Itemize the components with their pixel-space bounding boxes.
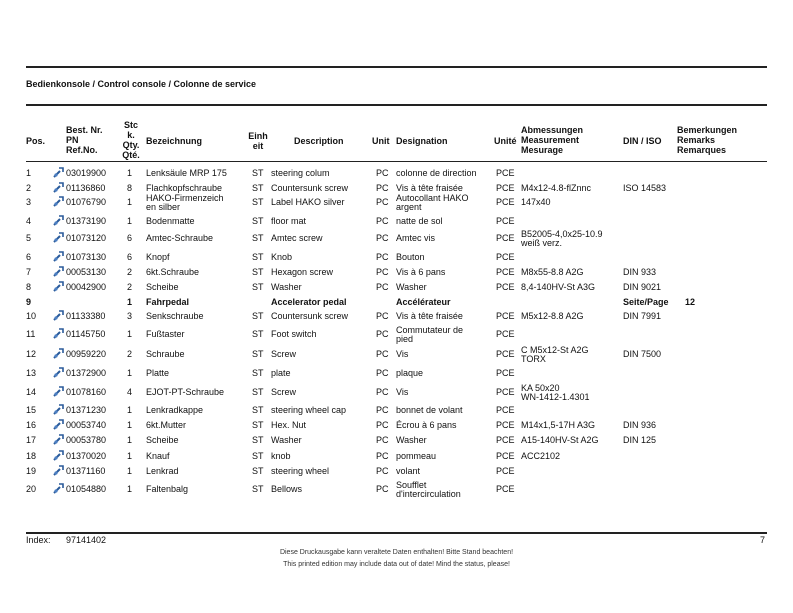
cell-unit_fr: PCE [496, 435, 515, 445]
cell-pn[interactable]: 01370020 [66, 451, 107, 461]
index-value: 97141402 [66, 535, 107, 545]
cell-unit: ST [252, 484, 264, 494]
header-pn: Best. Nr. PN Ref.No. [66, 125, 103, 155]
header-meas: Abmessungen Measurement Mesurage [521, 125, 584, 155]
cell-en: steering wheel [271, 466, 330, 476]
cell-din: DIN 936 [623, 420, 657, 430]
cell-unit_fr: PCE [496, 420, 515, 430]
cell-fr: Amtec vis [396, 233, 436, 243]
header-rule [26, 161, 767, 162]
part-link-icon[interactable] [53, 231, 65, 243]
cell-en: Label HAKO silver [271, 197, 345, 207]
cell-unit_fr: PCE [496, 329, 515, 339]
header-fr: Designation [396, 136, 448, 146]
cell-pos: 12 [26, 349, 37, 359]
cell-de: Knopf [146, 252, 170, 262]
header-qty: Stc k. Qty. Qté. [122, 120, 140, 160]
cell-en: Screw [271, 387, 297, 397]
cell-pn[interactable]: 01073120 [66, 233, 107, 243]
cell-qty: 1 [127, 216, 133, 226]
cell-pos: 7 [26, 267, 32, 277]
cell-en: Washer [271, 435, 302, 445]
cell-en: Screw [271, 349, 297, 359]
part-link-icon[interactable] [53, 347, 65, 359]
cell-unit_en: PC [376, 387, 389, 397]
index-label: Index: [26, 535, 51, 545]
cell-qty: 1 [127, 197, 133, 207]
cell-pos: 20 [26, 484, 37, 494]
bottom-rule [26, 532, 767, 534]
cell-en: Accelerator pedal [271, 297, 347, 307]
header-rem: Bemerkungen Remarks Remarques [677, 125, 738, 155]
cell-pn[interactable]: 01073130 [66, 252, 107, 262]
cell-unit_fr: PCE [496, 267, 515, 277]
cell-en: floor mat [271, 216, 307, 226]
cell-pos: 8 [26, 282, 32, 292]
cell-unit: ST [252, 405, 264, 415]
header-unit-fr: Unité [494, 136, 517, 146]
cell-qty: 1 [127, 368, 133, 378]
cell-unit_en: PC [376, 267, 389, 277]
cell-qty: 8 [127, 183, 133, 193]
cell-unit_en: PC [376, 420, 389, 430]
cell-de: Amtec-Schraube [146, 233, 214, 243]
cell-fr: Vis [396, 349, 409, 359]
cell-pos: 19 [26, 466, 37, 476]
header-unit-en: Unit [372, 136, 390, 146]
part-link-icon[interactable] [53, 265, 65, 277]
cell-de: Bodenmatte [146, 216, 195, 226]
cell-pos: 5 [26, 233, 32, 243]
cell-en: Bellows [271, 484, 303, 494]
part-link-icon[interactable] [53, 403, 65, 415]
cell-unit_en: PC [376, 168, 389, 178]
cell-en: Amtec screw [271, 233, 323, 243]
cell-de: 6kt.Schraube [146, 267, 200, 277]
cell-qty: 2 [127, 282, 133, 292]
cell-unit: ST [252, 233, 264, 243]
page-title: Bedienkonsole / Control console / Colonne de service [26, 79, 257, 89]
cell-de: Lenksäule MRP 175 [146, 168, 227, 178]
cell-unit_en: PC [376, 252, 389, 262]
cell-de: Senkschraube [146, 311, 204, 321]
cell-de: EJOT-PT-Schraube [146, 387, 225, 397]
cell-pos: 2 [26, 183, 32, 193]
cell-unit_fr: PCE [496, 387, 515, 397]
cell-qty: 3 [127, 311, 133, 321]
cell-unit_fr: PCE [496, 451, 515, 461]
cell-unit_en: PC [376, 405, 389, 415]
cell-fr: Accélérateur [396, 297, 451, 307]
cell-pn[interactable]: 01373190 [66, 216, 107, 226]
cell-meas: M4x12-4.8-flZnnc [521, 183, 592, 193]
part-link-icon[interactable] [53, 385, 65, 397]
cell-de: Schraube [146, 349, 185, 359]
cell-unit_fr: PCE [496, 216, 515, 226]
cell-meas: M5x12-8.8 A2G [521, 311, 584, 321]
cell-en: Hex. Nut [271, 420, 307, 430]
cell-pn[interactable]: 00959220 [66, 349, 107, 359]
part-link-icon[interactable] [53, 482, 65, 494]
cell-qty: 1 [127, 466, 133, 476]
cell-qty: 4 [127, 387, 133, 397]
cell-pos: 9 [26, 297, 32, 307]
cell-meas: M14x1,5-17H A3G [521, 420, 596, 430]
cell-de: Fahrpedal [146, 297, 190, 307]
cell-en: Countersunk screw [271, 311, 349, 321]
cell-fr: volant [396, 466, 421, 476]
cell-meas: 147x40 [521, 197, 551, 207]
cell-unit_en: PC [376, 451, 389, 461]
cell-qty: 1 [127, 435, 133, 445]
cell-unit_fr: PCE [496, 311, 515, 321]
cell-en: Washer [271, 282, 302, 292]
part-link-icon[interactable] [53, 280, 65, 292]
cell-fr: pommeau [396, 451, 437, 461]
cell-unit: ST [252, 451, 264, 461]
cell-pn[interactable]: 00053740 [66, 420, 107, 430]
cell-unit: ST [252, 252, 264, 262]
part-link-icon[interactable] [53, 464, 65, 476]
cell-unit: ST [252, 282, 264, 292]
cell-qty: 1 [127, 405, 133, 415]
cell-de: Faltenbalg [146, 484, 189, 494]
cell-qty: 1 [127, 297, 133, 307]
cell-pn[interactable]: 01371160 [66, 466, 106, 476]
cell-pos: 4 [26, 216, 32, 226]
cell-unit_fr: PCE [496, 282, 515, 292]
cell-fr: Soufflet d'intercirculation [396, 480, 461, 499]
cell-fr: Autocollant HAKO argent [396, 193, 469, 212]
cell-din: DIN 125 [623, 435, 657, 445]
cell-unit: ST [252, 435, 264, 445]
cell-unit_en: PC [376, 484, 389, 494]
cell-fr: Bouton [396, 252, 425, 262]
title-rule [26, 104, 767, 106]
cell-pos: 13 [26, 368, 37, 378]
cell-meas: M8x55-8.8 A2G [521, 267, 584, 277]
cell-unit: ST [252, 387, 264, 397]
cell-fr: natte de sol [396, 216, 443, 226]
cell-qty: 2 [127, 267, 133, 277]
cell-fr: Washer [396, 435, 427, 445]
cell-din: DIN 9021 [623, 282, 662, 292]
page-number: 7 [760, 535, 766, 545]
cell-fr: Washer [396, 282, 427, 292]
cell-pn[interactable]: 00053130 [66, 267, 107, 277]
cell-meas: C M5x12-St A2G TORX [521, 345, 589, 364]
cell-unit_en: PC [376, 233, 389, 243]
cell-pn[interactable]: 00042900 [66, 282, 107, 292]
cell-pos: 1 [26, 168, 32, 178]
cell-unit_en: PC [376, 329, 389, 339]
cell-en: Knob [271, 252, 293, 262]
part-link-icon[interactable] [53, 418, 65, 430]
part-link-icon[interactable] [53, 181, 65, 193]
cell-qty: 1 [127, 451, 133, 461]
cell-fr: Vis à tête fraisée [396, 183, 463, 193]
cell-unit_fr: PCE [496, 252, 515, 262]
cell-pn[interactable]: 00053780 [66, 435, 107, 445]
cell-pn[interactable]: 01136860 [66, 183, 106, 193]
cell-en: Hexagon screw [271, 267, 334, 277]
cell-pos: 18 [26, 451, 37, 461]
cell-pos: 3 [26, 197, 32, 207]
cell-unit_fr: PCE [496, 368, 515, 378]
cell-de: Flachkopfschraube [146, 183, 223, 193]
cell-din: Seite/Page [623, 297, 669, 307]
cell-din: DIN 933 [623, 267, 657, 277]
cell-qty: 2 [127, 349, 133, 359]
cell-unit_fr: PCE [496, 233, 515, 243]
cell-de: Scheibe [146, 435, 179, 445]
cell-en: Foot switch [271, 329, 317, 339]
cell-unit: ST [252, 183, 264, 193]
cell-unit_fr: PCE [496, 349, 515, 359]
header-unit: Einh eit [248, 131, 268, 151]
cell-pn[interactable]: 03019900 [66, 168, 107, 178]
cell-meas: B52005-4,0x25-10.9 weiß verz. [521, 229, 603, 248]
cell-en: steering colum [271, 168, 330, 178]
cell-pn[interactable]: 01133380 [66, 311, 106, 321]
cell-fr: plaque [396, 368, 424, 378]
cell-unit: ST [252, 197, 264, 207]
cell-pos: 16 [26, 420, 37, 430]
cell-unit: ST [252, 349, 264, 359]
cell-meas: A15-140HV-St A2G [521, 435, 599, 445]
cell-unit: ST [252, 368, 264, 378]
cell-pn[interactable]: 01371230 [66, 405, 107, 415]
cell-unit_en: PC [376, 349, 389, 359]
cell-unit_en: PC [376, 216, 389, 226]
cell-unit_en: PC [376, 435, 389, 445]
cell-unit_fr: PCE [496, 183, 515, 193]
cell-unit_fr: PCE [496, 197, 515, 207]
cell-qty: 1 [127, 484, 133, 494]
cell-pn[interactable]: 01054880 [66, 484, 107, 494]
cell-pn[interactable]: 01078160 [66, 387, 107, 397]
part-link-icon[interactable] [53, 327, 65, 339]
cell-de: Scheibe [146, 282, 179, 292]
part-link-icon[interactable] [53, 195, 65, 207]
cell-pos: 6 [26, 252, 32, 262]
cell-en: steering wheel cap [271, 405, 347, 415]
cell-qty: 6 [127, 252, 133, 262]
part-link-icon[interactable] [53, 250, 65, 262]
part-link-icon[interactable] [53, 366, 65, 378]
cell-de: HAKO-Firmenzeich en silber [146, 193, 224, 212]
cell-pn[interactable]: 01145750 [66, 329, 106, 339]
cell-qty: 6 [127, 233, 133, 243]
cell-unit: ST [252, 311, 264, 321]
cell-unit_en: PC [376, 311, 389, 321]
cell-pn[interactable]: 01076790 [66, 197, 107, 207]
cell-qty: 1 [127, 168, 133, 178]
cell-unit_en: PC [376, 197, 389, 207]
part-link-icon[interactable] [53, 449, 65, 461]
cell-fr: Vis à tête fraisée [396, 311, 463, 321]
cell-en: plate [271, 368, 291, 378]
cell-pos: 11 [26, 329, 36, 339]
cell-unit_en: PC [376, 368, 389, 378]
disclaimer-de: Diese Druckausgabe kann veraltete Daten enthalten! Bitte Stand beachten! [279, 549, 514, 556]
cell-de: 6kt.Mutter [146, 420, 187, 430]
cell-din: DIN 7500 [623, 349, 662, 359]
cell-en: Countersunk screw [271, 183, 349, 193]
cell-fr: bonnet de volant [396, 405, 463, 415]
top-rule [26, 66, 767, 68]
cell-din: DIN 7991 [623, 311, 662, 321]
cell-unit_fr: PCE [496, 405, 515, 415]
cell-de: Lenkrad [146, 466, 179, 476]
cell-unit_fr: PCE [496, 168, 515, 178]
cell-fr: Vis [396, 387, 409, 397]
cell-fr: colonne de direction [396, 168, 477, 178]
cell-meas: 8,4-140HV-St A3G [521, 282, 596, 292]
cell-unit_en: PC [376, 183, 389, 193]
cell-unit_en: PC [376, 282, 389, 292]
cell-pos: 10 [26, 311, 37, 321]
cell-unit: ST [252, 267, 264, 277]
cell-unit: ST [252, 216, 264, 226]
cell-unit: ST [252, 329, 264, 339]
header-en: Description [294, 136, 344, 146]
cell-rem: 12 [685, 297, 696, 307]
cell-unit: ST [252, 420, 264, 430]
cell-de: Fußtaster [146, 329, 185, 339]
cell-de: Lenkradkappe [146, 405, 204, 415]
cell-unit_fr: PCE [496, 466, 515, 476]
cell-meas: ACC2102 [521, 451, 561, 461]
part-link-icon[interactable] [53, 214, 65, 226]
cell-qty: 1 [127, 420, 133, 430]
cell-pn[interactable]: 01372900 [66, 368, 107, 378]
cell-fr: Commutateur de pied [396, 325, 464, 344]
cell-de: Platte [146, 368, 170, 378]
cell-unit: ST [252, 466, 264, 476]
cell-pos: 17 [26, 435, 37, 445]
cell-meas: KA 50x20 WN-1412-1.4301 [521, 383, 590, 402]
cell-de: Knauf [146, 451, 170, 461]
cell-unit: ST [252, 168, 264, 178]
part-link-icon[interactable] [53, 166, 65, 178]
header-pos: Pos. [26, 136, 46, 146]
cell-din: ISO 14583 [623, 183, 667, 193]
part-link-icon[interactable] [53, 309, 65, 321]
cell-en: knob [271, 451, 291, 461]
cell-fr: Vis à 6 pans [396, 267, 446, 277]
cell-pos: 15 [26, 405, 37, 415]
part-link-icon[interactable] [53, 433, 65, 445]
cell-fr: Écrou à 6 pans [396, 420, 457, 430]
cell-unit_en: PC [376, 466, 389, 476]
header-din: DIN / ISO [623, 136, 662, 146]
disclaimer-en: This printed edition may include data out of date! Mind the status, please! [283, 561, 510, 568]
cell-unit_fr: PCE [496, 484, 515, 494]
cell-qty: 1 [127, 329, 133, 339]
header-de: Bezeichnung [146, 136, 203, 146]
cell-pos: 14 [26, 387, 37, 397]
